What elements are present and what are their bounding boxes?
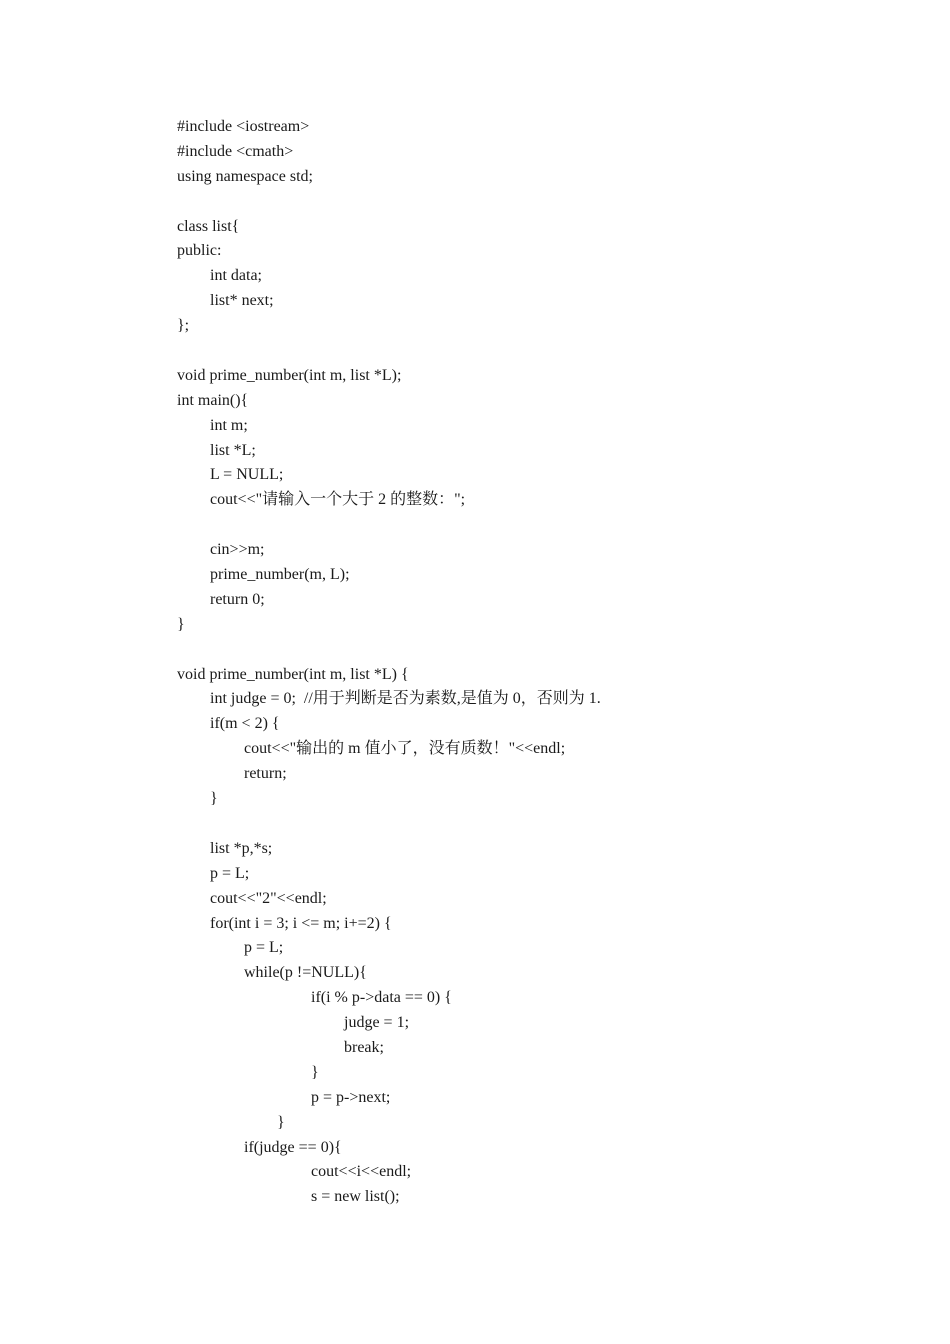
code-line: void prime_number(int m, list *L); (177, 366, 402, 384)
code-line: if(judge == 0){ (244, 1138, 342, 1156)
code-line: p = p->next; (311, 1088, 391, 1106)
code-line: int m; (210, 416, 248, 434)
code-line: #include <iostream> (177, 118, 310, 135)
code-line: } (311, 1063, 319, 1081)
code-line: if(m < 2) { (210, 715, 280, 733)
code-line: #include <cmath> (177, 142, 294, 160)
blank-line (177, 190, 601, 215)
code-line: int data; (210, 267, 262, 285)
code-line: p = L; (244, 939, 284, 957)
code-line: class list{ (177, 217, 240, 235)
code-line: } (277, 1113, 285, 1131)
code-line: cout<<"请输入一个大于 2 的整数："; (210, 491, 466, 509)
code-line: L = NULL; (210, 466, 284, 484)
code-line: list *p,*s; (210, 839, 273, 857)
code-line: cout<<"输出的 m 值小了，没有质数！"<<endl; (244, 740, 566, 758)
code-line: return 0; (210, 590, 265, 608)
code-line: } (177, 615, 185, 633)
code-block (177, 115, 601, 1210)
code-line: s = new list(); (311, 1188, 400, 1206)
code-line: return; (244, 765, 287, 783)
code-line: int judge = 0; //用于判断是否为素数,是值为 0，否则为 1. (210, 690, 601, 708)
blank-line (177, 638, 601, 663)
code-line: } (210, 790, 218, 808)
code-line: void prime_number(int m, list *L) { (177, 665, 409, 683)
code-line: judge = 1; (344, 1014, 410, 1032)
code-line: list *L; (210, 441, 256, 459)
code-line: while(p !=NULL){ (244, 964, 367, 982)
blank-line (177, 513, 601, 538)
code-line: list* next; (210, 292, 274, 310)
code-line: prime_number(m, L); (210, 566, 350, 584)
blank-line (177, 339, 601, 364)
code-line: p = L; (210, 864, 250, 882)
code-line: break; (344, 1038, 384, 1056)
code-line: for(int i = 3; i <= m; i+=2) { (210, 914, 392, 932)
code-line: }; (177, 317, 190, 335)
blank-line (177, 812, 601, 837)
code-line: public: (177, 242, 222, 260)
code-line: if(i % p->data == 0) { (311, 989, 452, 1007)
code-line: int main(){ (177, 391, 249, 409)
code-line: using namespace std; (177, 167, 313, 185)
code-line: cout<<"2"<<endl; (210, 889, 327, 907)
code-line: cout<<i<<endl; (311, 1163, 412, 1181)
code-line: cin>>m; (210, 541, 265, 559)
